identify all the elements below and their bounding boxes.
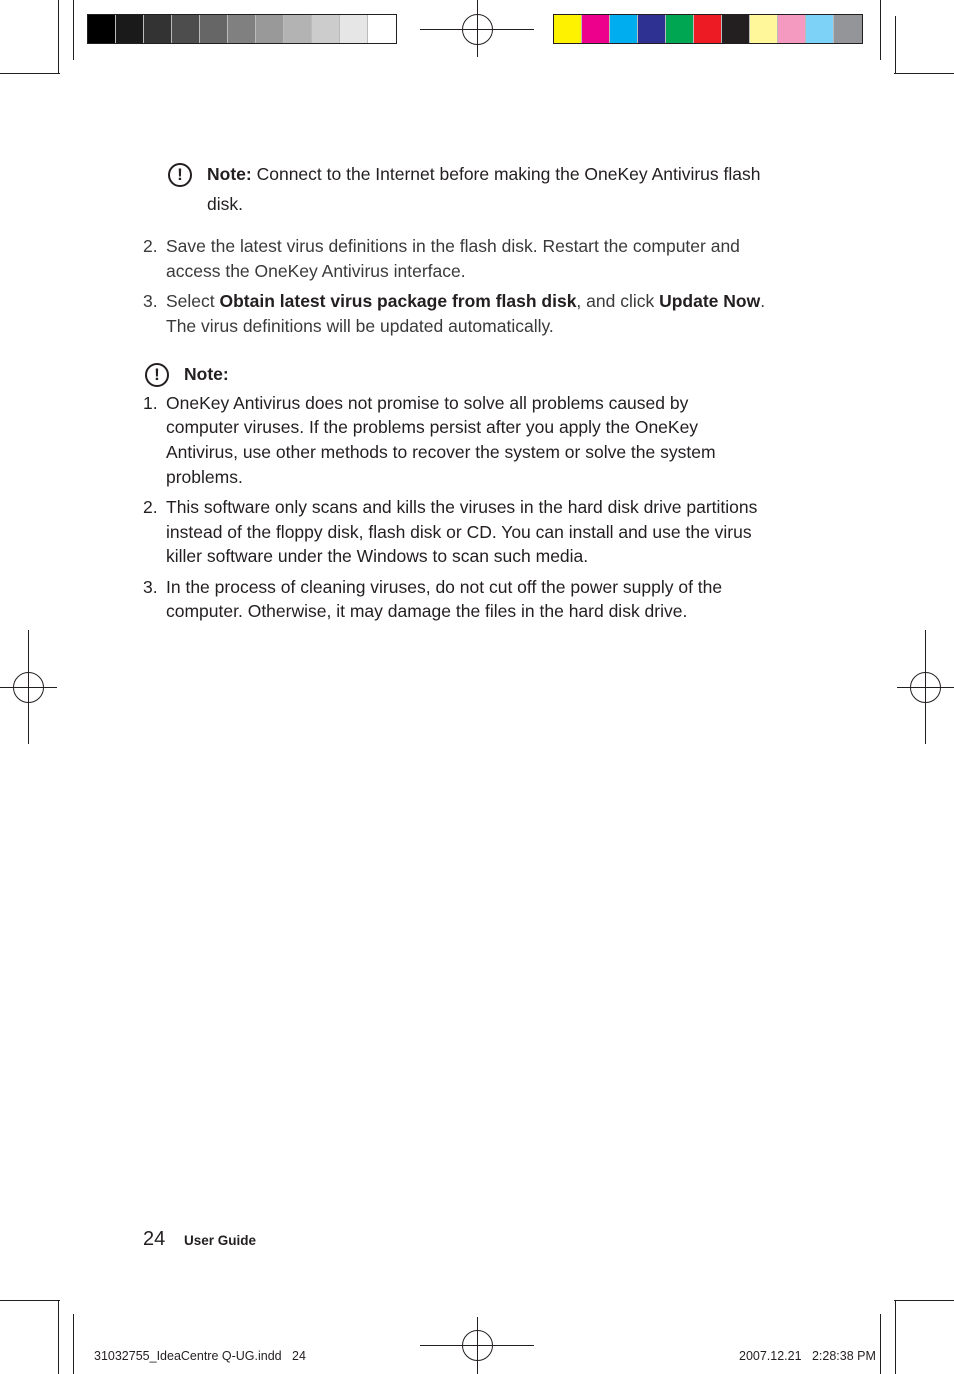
color-swatch [610, 15, 638, 43]
grayscale-bar [87, 14, 397, 44]
color-swatch [312, 15, 340, 43]
step-text: The virus definitions will be updated automatically. [166, 316, 554, 336]
note1-label: Note: [207, 164, 252, 184]
color-swatch [638, 15, 666, 43]
color-swatch [806, 15, 834, 43]
note-item-line: Antivirus, use other methods to recover the system or solve the system [166, 442, 716, 462]
color-swatch [834, 15, 862, 43]
color-swatch [750, 15, 778, 43]
color-swatch [284, 15, 312, 43]
note-item-line: problems. [166, 467, 243, 487]
step-post: . [760, 291, 766, 311]
note-item-line: computer viruses. If the problems persist after you apply the OneKey [166, 417, 699, 437]
slug-timestamp: 2007.12.21 2:28:38 PM [739, 1349, 876, 1363]
color-bar [553, 14, 863, 44]
button-name: Update Now [659, 291, 761, 311]
color-swatch [88, 15, 116, 43]
step-number: 2. [143, 236, 158, 256]
color-swatch [778, 15, 806, 43]
color-swatch [256, 15, 284, 43]
note-item-number: 1. [143, 393, 158, 413]
note-item-line: In the process of cleaning viruses, do not cut off the power supply of the [166, 577, 723, 597]
color-swatch [368, 15, 396, 43]
color-swatch [116, 15, 144, 43]
color-swatch [144, 15, 172, 43]
color-swatch [666, 15, 694, 43]
color-swatch [554, 15, 582, 43]
step-number: 3. [143, 291, 158, 311]
note-item-line: instead of the floppy disk, flash disk or CD. You can install and use the virus [166, 522, 752, 542]
note-item-line: OneKey Antivirus does not promise to solve all problems caused by [166, 393, 689, 413]
footer-label: User Guide [184, 1233, 257, 1248]
option-name: Obtain latest virus package from flash disk [219, 291, 577, 311]
step-mid: , and click [576, 291, 660, 311]
slug-filename: 31032755_IdeaCentre Q-UG.indd 24 [94, 1349, 306, 1363]
note-item-line: killer software under the Windows to scan such media. [166, 546, 589, 566]
note1-text: Connect to the Internet before making the OneKey Antivirus flash [256, 164, 761, 184]
step-text [166, 289, 765, 314]
color-swatch [228, 15, 256, 43]
step-text: access the OneKey Antivirus interface. [166, 261, 466, 281]
note1-line2: disk. [207, 194, 243, 214]
color-swatch [694, 15, 722, 43]
note-item-line: This software only scans and kills the viruses in the hard disk drive partitions [166, 497, 758, 517]
note2-label: Note: [184, 364, 229, 384]
color-swatch [340, 15, 368, 43]
note-item-line: computer. Otherwise, it may damage the files in the hard disk drive. [166, 601, 688, 621]
note-item-number: 3. [143, 577, 158, 597]
page-number: 24 [143, 1228, 166, 1250]
warning-icon: ! [168, 163, 192, 187]
note1-line1 [207, 162, 761, 187]
step-pre: Select [166, 291, 220, 311]
color-swatch [200, 15, 228, 43]
color-swatch [582, 15, 610, 43]
note-item-number: 2. [143, 497, 158, 517]
color-swatch [722, 15, 750, 43]
color-swatch [172, 15, 200, 43]
step-text: Save the latest virus definitions in the flash disk. Restart the computer and [166, 236, 740, 256]
warning-icon: ! [145, 363, 169, 387]
